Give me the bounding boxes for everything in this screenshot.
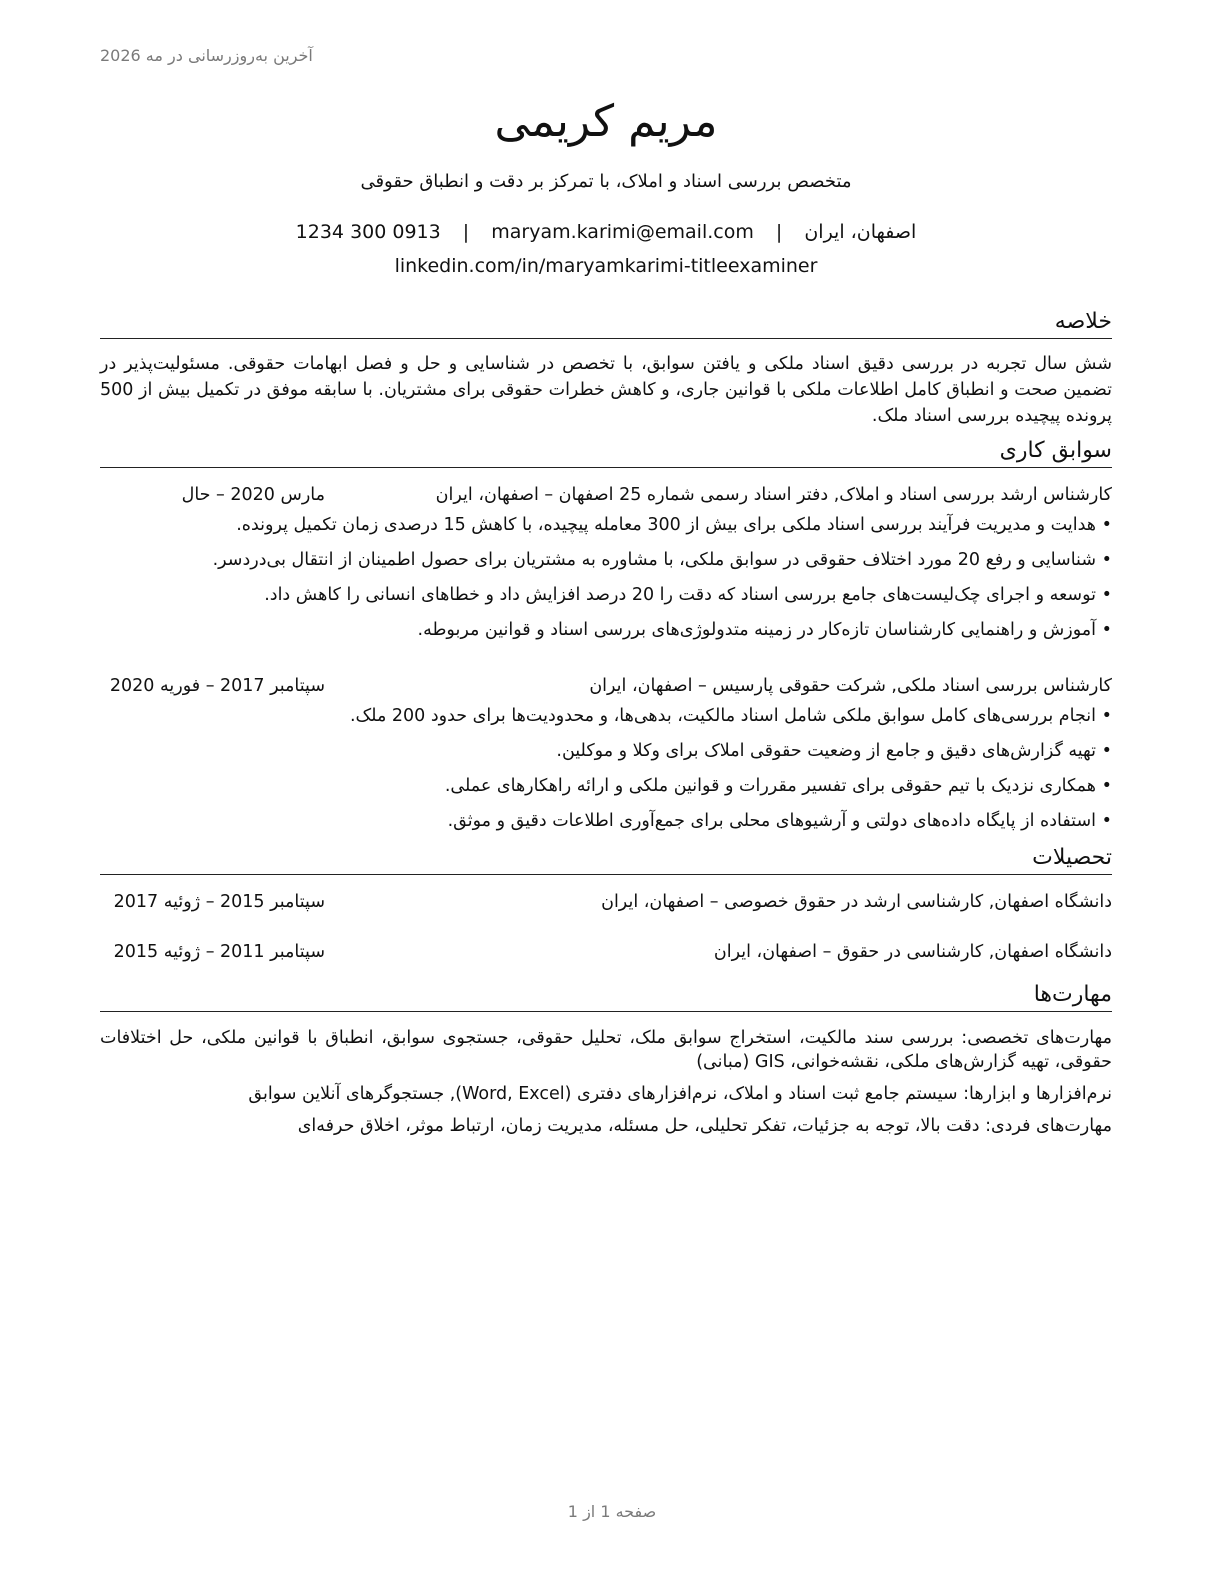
contact-email[interactable]: maryam.karimi@email.com (491, 221, 754, 243)
experience-heading: سوابق کاری (100, 437, 1112, 468)
education-entry (100, 889, 1112, 915)
education-heading: تحصیلات (100, 844, 1112, 875)
job-header (100, 482, 1112, 508)
skills-line-personal: مهارت‌های فردی: دقت بالا، توجه به جزئیات، تفکر تحلیلی، حل مسئله، مدیریت زمان، ارتباط موثر، اخلاق حرفه‌ای (297, 1116, 1112, 1136)
skills-heading: مهارت‌ها (100, 981, 1112, 1012)
last-updated-note: آخرین به‌روزرسانی در مه 2026 (100, 46, 313, 65)
candidate-name: مریم کریمی (494, 96, 718, 147)
job-role: کارشناس بررسی اسناد ملکی, شرکت حقوقی پارسیس – اصفهان، ایران (589, 676, 1112, 696)
skills-line-software: نرم‌افزارها و ابزارها: سیستم جامع ثبت اسناد و املاک، نرم‌افزارهای دفتری (Word, Excel), جستجوگرهای آنلاین سوابق (248, 1084, 1112, 1104)
contact-separator: | (775, 221, 783, 243)
education-degree: دانشگاه اصفهان, کارشناسی در حقوق – اصفهان، ایران (713, 942, 1112, 962)
education-entry (100, 939, 1112, 965)
candidate-tagline: متخصص بررسی اسناد و املاک، با تمرکز بر دقت و انطباق حقوقی (360, 171, 852, 192)
education-degree: دانشگاه اصفهان, کارشناسی ارشد در حقوق خصوصی – اصفهان، ایران (601, 892, 1112, 912)
summary-text: شش سال تجربه در بررسی دقیق اسناد ملکی و یافتن سوابق، با تخصص در شناسایی و حل و فصل ابهامات حقوقی. مسئولیت‌پذیر در تضمین صحت و انطباق کامل اطلاعات ملکی با قوانین جاری، و کاهش خطرات حقوقی برای مشتریان. با سابقه موفق در تکمیل بیش از 500 پرونده پیچیده بررسی اسناد ملک. (100, 354, 1112, 426)
job-role: کارشناس ارشد بررسی اسناد و املاک, دفتر اسناد رسمی شماره 25 اصفهان – اصفهان، ایران (435, 485, 1112, 505)
job-bullets (100, 512, 1112, 643)
job-bullet: • آموزش و راهنمایی کارشناسان تازه‌کار در زمینه متدولوژی‌های بررسی اسناد و قوانین مربوطه. (100, 617, 1112, 643)
job-entry (100, 482, 1112, 643)
summary-heading: خلاصه (100, 308, 1112, 339)
job-bullet: • شناسایی و رفع 20 مورد اختلاف حقوقی در سوابق ملکی، با مشاوره به مشتریان برای حصول اطمینان از انتقال بی‌دردسر. (100, 547, 1112, 573)
contact-line (100, 218, 1112, 246)
job-bullet: • هدایت و مدیریت فرآیند بررسی اسناد ملکی برای بیش از 300 معامله پیچیده، با کاهش 15 درصدی زمان تکمیل پرونده. (100, 512, 1112, 538)
contact-phone: 1234 300 0913 (295, 221, 441, 243)
job-bullets (100, 703, 1112, 834)
education-date: سپتامبر 2015 – ژوئیه 2017 (113, 892, 325, 912)
resume-page (100, 92, 1112, 1138)
skills-line-technical: مهارت‌های تخصصی: بررسی سند مالکیت، استخراج سوابق ملک، تحلیل حقوقی، جستجوی سوابق، انطباق با قوانین ملکی، حل اختلافات حقوقی، تهیه گزارش‌های ملکی، نقشه‌خوانی، GIS (مبانی) (100, 1028, 1112, 1072)
contact-separator: | (462, 221, 470, 243)
job-date: سپتامبر 2017 – فوریه 2020 (109, 676, 325, 696)
job-date: مارس 2020 – حال (181, 485, 325, 505)
job-entry (100, 673, 1112, 834)
contact-location: اصفهان، ایران (804, 221, 917, 243)
contact-linkedin[interactable]: linkedin.com/in/maryamkarimi-titleexaminer (394, 255, 818, 277)
job-bullet: • توسعه و اجرای چک‌لیست‌های جامع بررسی اسناد که دقت را 20 درصد افزایش داد و خطاهای انسانی را کاهش داد. (100, 582, 1112, 608)
job-bullet: • انجام بررسی‌های کامل سوابق ملکی شامل اسناد مالکیت، بدهی‌ها، و محدودیت‌ها برای حدود 200 ملک. (100, 703, 1112, 729)
page-number: صفحه 1 از 1 (567, 1502, 657, 1521)
job-bullet: • همکاری نزدیک با تیم حقوقی برای تفسیر مقررات و قوانین ملکی و ارائه راهکارهای عملی. (100, 773, 1112, 799)
job-bullet: • تهیه گزارش‌های دقیق و جامع از وضعیت حقوقی املاک برای وکلا و موکلین. (100, 738, 1112, 764)
education-date: سپتامبر 2011 – ژوئیه 2015 (113, 942, 325, 962)
job-header (100, 673, 1112, 699)
job-bullet: • استفاده از پایگاه داده‌های دولتی و آرشیوهای محلی برای جمع‌آوری اطلاعات دقیق و موثق. (100, 808, 1112, 834)
